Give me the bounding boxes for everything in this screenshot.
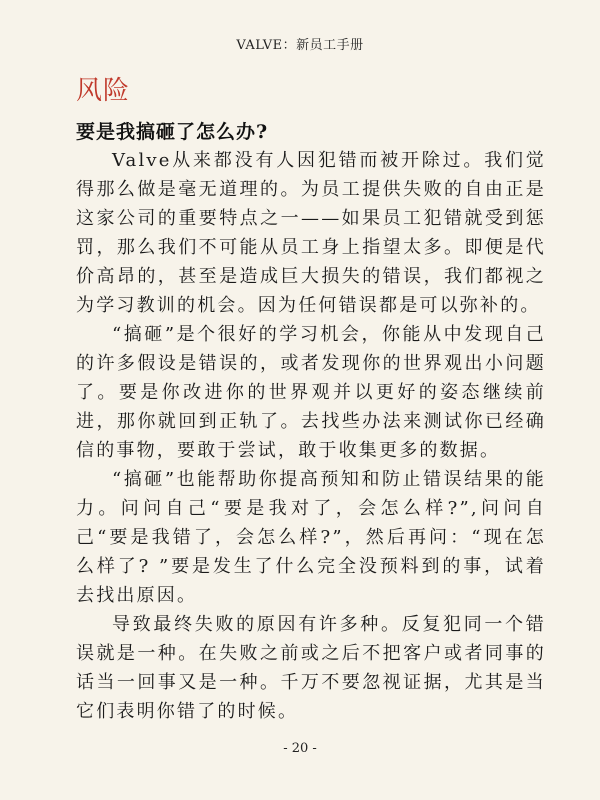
paragraph-3: “搞砸”也能帮助你提高预知和防止错误结果的能力。问问自己“要是我对了，会怎么样?”,问问自己“要是我错了，会怎么样?”，然后再问：“现在怎么样了? ”要是发生了什么完全没预料到的事，试着去找出原因。 [76,469,546,606]
body-text [76,146,546,726]
running-header: VALVE：新员工手册 [236,38,364,53]
question-heading: 要是我搞砸了怎么办? [76,121,269,143]
page-number: - 20 - [283,741,317,756]
paragraph-1: Valve从来都没有人因犯错而被开除过。我们觉得那么做是毫无道理的。为员工提供失败的自由正是这家公司的重要特点之一——如果员工犯错就受到惩罚，那么我们不可能从员工身上指望太多。即便是代价高昂的，甚至是造成巨大损失的错误，我们都视之为学习教训的机会。因为任何错误都是可以弥补的。 [76,150,546,316]
section-title: 风险 [76,76,131,106]
paragraph-4: 导致最终失败的原因有许多种。反复犯同一个错误就是一种。在失败之前或之后不把客户或者同事的话当一回事又是一种。千万不要忽视证据，尤其是当它们表明你错了的时候。 [76,614,546,722]
paragraph-2: “搞砸”是个很好的学习机会，你能从中发现自己的许多假设是错误的，或者发现你的世界观出小问题了。要是你改进你的世界观并以更好的姿态继续前进，那你就回到正轨了。去找些办法来测试你已经确信的事物，要敢于尝试，敢于收集更多的数据。 [76,324,546,461]
